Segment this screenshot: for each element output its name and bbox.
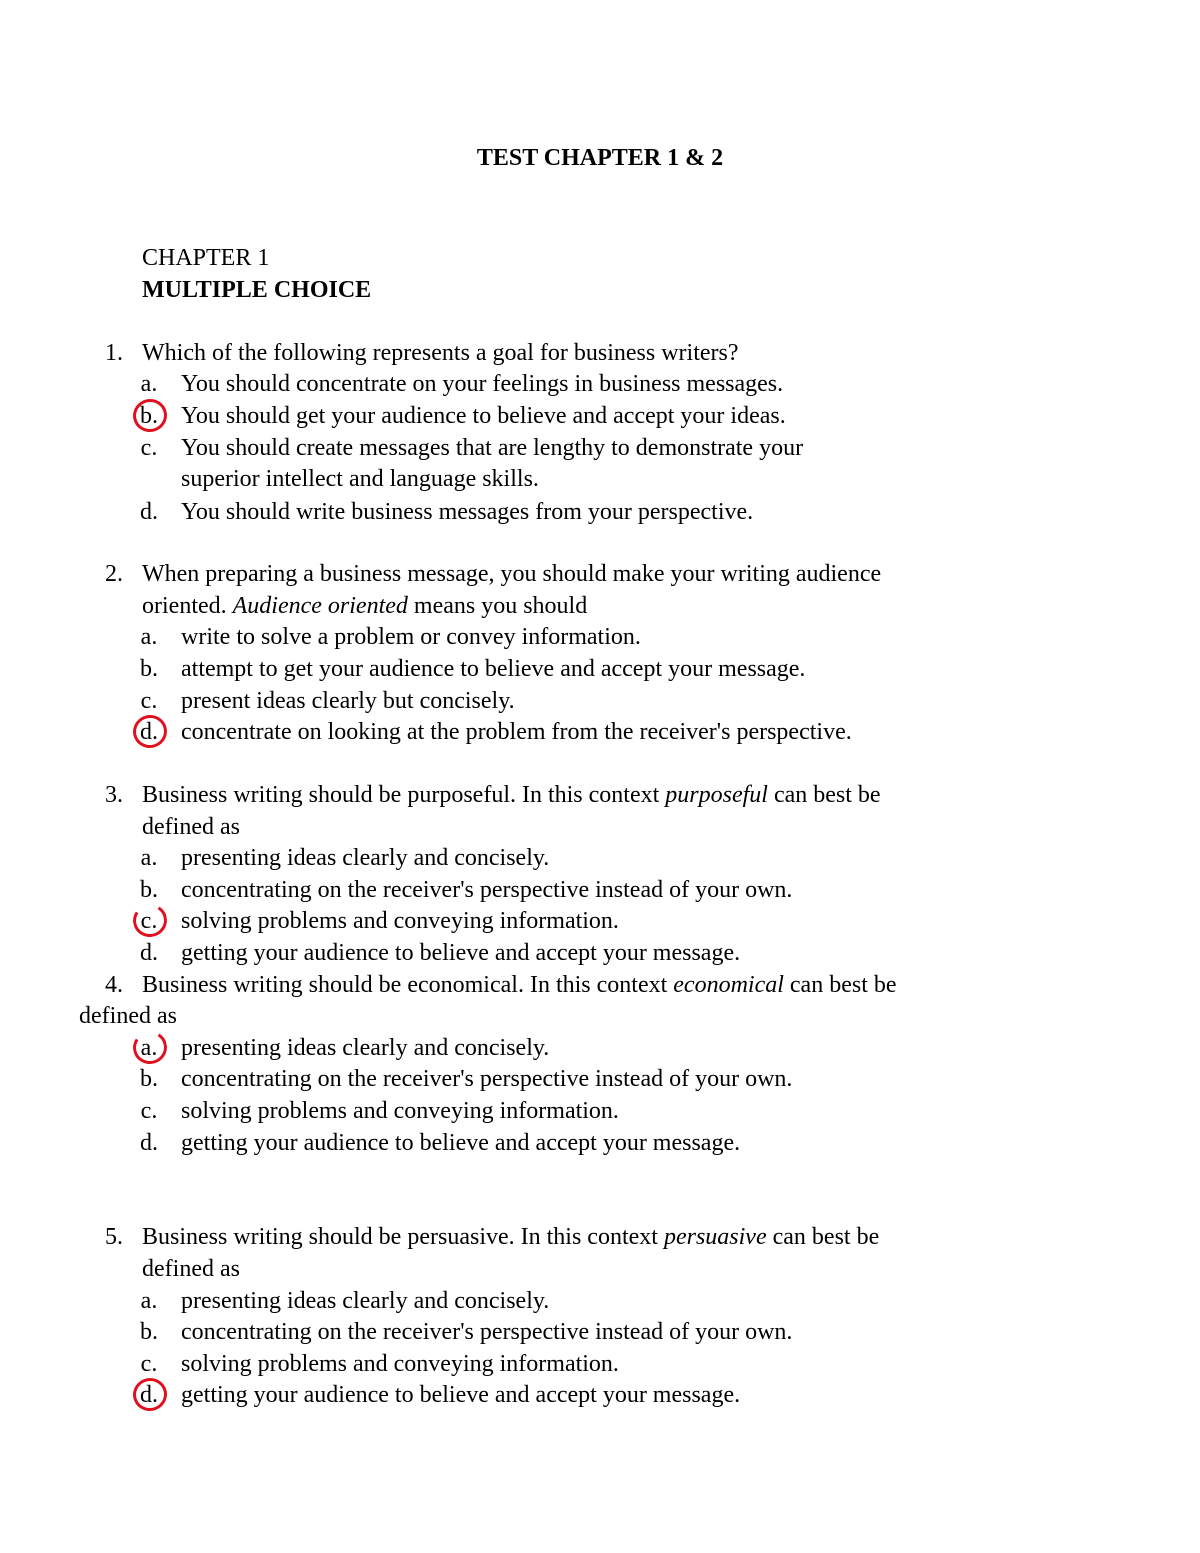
option-text: concentrating on the receiver's perspective instead of your own. — [181, 1066, 793, 1092]
option-letter: c. — [140, 908, 158, 934]
option-text: You should concentrate on your feelings in business messages. — [181, 371, 784, 397]
option-letter: d. — [140, 1382, 158, 1408]
question-text: oriented. Audience oriented means you should — [142, 593, 588, 619]
option-letter: b. — [140, 877, 158, 903]
question-number: 2. — [105, 561, 123, 587]
chapter-heading: CHAPTER 1 — [142, 245, 270, 271]
option-letter: b. — [140, 1319, 158, 1345]
question-text: Business writing should be persuasive. In this context persuasive can best be — [142, 1224, 880, 1250]
option-text: concentrating on the receiver's perspective instead of your own. — [181, 1319, 793, 1345]
option-text: concentrate on looking at the problem from the receiver's perspective. — [181, 719, 852, 745]
option-letter: d. — [140, 719, 158, 745]
option-letter: a. — [140, 1035, 158, 1061]
question-text: defined as — [142, 814, 240, 840]
question-text: Business writing should be purposeful. In this context purposeful can best be — [142, 782, 881, 808]
option-text: concentrating on the receiver's perspective instead of your own. — [181, 877, 793, 903]
question-number: 5. — [105, 1224, 123, 1250]
document-title: TEST CHAPTER 1 & 2 — [476, 145, 724, 171]
question-number: 4. — [105, 972, 123, 998]
option-letter: d. — [140, 940, 158, 966]
option-text: presenting ideas clearly and concisely. — [181, 1035, 550, 1061]
option-letter: a. — [140, 624, 158, 650]
option-text: getting your audience to believe and accept your message. — [181, 1382, 741, 1408]
option-letter: c. — [140, 688, 158, 714]
section-heading: MULTIPLE CHOICE — [142, 277, 372, 303]
option-text: write to solve a problem or convey information. — [181, 624, 641, 650]
option-letter: c. — [140, 1098, 158, 1124]
option-letter: c. — [140, 435, 158, 461]
option-text: attempt to get your audience to believe and accept your message. — [181, 656, 806, 682]
option-letter: a. — [140, 845, 158, 871]
option-text: presenting ideas clearly and concisely. — [181, 1288, 550, 1314]
option-text: solving problems and conveying information. — [181, 1098, 619, 1124]
option-letter: b. — [140, 656, 158, 682]
question-text: defined as — [79, 1003, 177, 1029]
option-letter: a. — [140, 371, 158, 397]
option-letter: b. — [140, 403, 158, 429]
option-letter: a. — [140, 1288, 158, 1314]
question-text: Business writing should be economical. In this context economical can best be — [142, 972, 897, 998]
option-text: getting your audience to believe and accept your message. — [181, 1130, 741, 1156]
option-text: superior intellect and language skills. — [181, 466, 539, 492]
option-text: getting your audience to believe and accept your message. — [181, 940, 741, 966]
question-text: When preparing a business message, you should make your writing audience — [142, 561, 882, 587]
option-text: presenting ideas clearly and concisely. — [181, 845, 550, 871]
question-text: Which of the following represents a goal for business writers? — [142, 340, 739, 366]
question-number: 1. — [105, 340, 123, 366]
option-text: You should create messages that are lengthy to demonstrate your — [181, 435, 804, 461]
question-text: defined as — [142, 1256, 240, 1282]
option-text: You should get your audience to believe and accept your ideas. — [181, 403, 786, 429]
option-letter: c. — [140, 1351, 158, 1377]
option-text: solving problems and conveying information. — [181, 1351, 619, 1377]
option-text: present ideas clearly but concisely. — [181, 688, 515, 714]
option-text: You should write business messages from your perspective. — [181, 499, 754, 525]
option-letter: b. — [140, 1066, 158, 1092]
option-text: solving problems and conveying information. — [181, 908, 619, 934]
option-letter: d. — [140, 1130, 158, 1156]
option-letter: d. — [140, 499, 158, 525]
question-number: 3. — [105, 782, 123, 808]
